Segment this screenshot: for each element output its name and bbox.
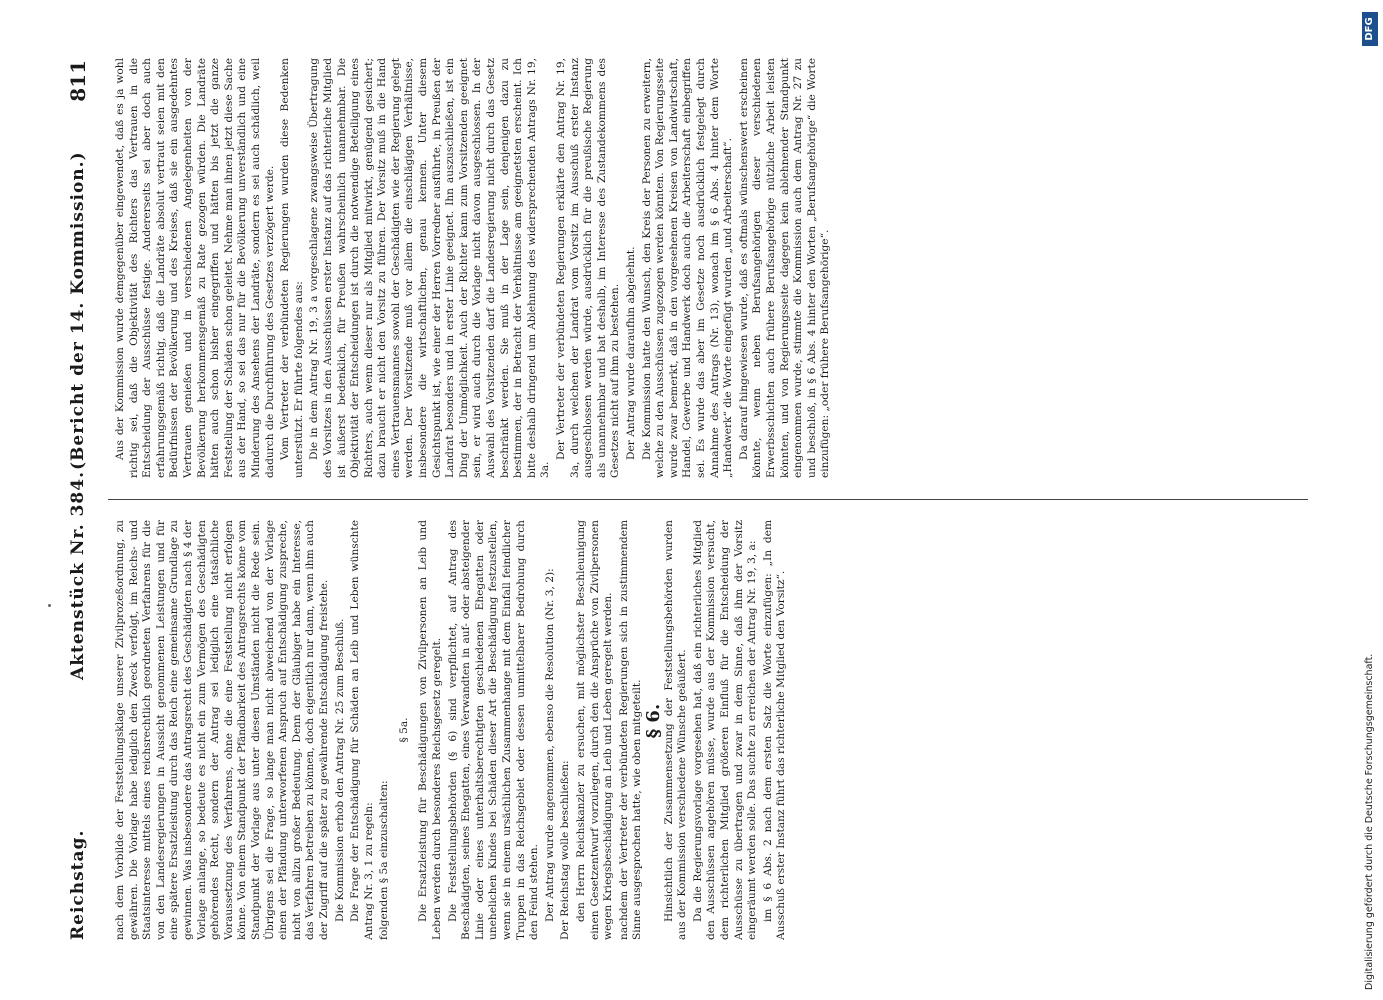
paragraph: Der Vertreter der verbündeten Regierungen erklärte den Antrag Nr. 19, 3a, durch welchen der Landrat vom Vorsitz im Ausschuß erster Instanz ausgeschlossen werden würde, ausdrücklich für die preußische Regierung als unannehmbar und bat deshalb, im Interesse des Zustandekommens des Gesetzes nicht auf ihm zu bestehen.: [555, 58, 622, 478]
page-header: [62, 60, 102, 940]
header-center: Aktenstück Nr. 384.: [68, 470, 88, 680]
paragraph: nach dem Vorbilde der Feststellungsklage unserer Zivilprozeßordnung, zu gewähren. Die Vorlage habe lediglich den Zweck verfolgt, im Reichs- und Staatsinteresse mittels eines reichsrechtlich geordneten Verfahrens für die von den Landesregierungen in Aussicht genommenen Leistungen und für eine spätere Ersatzleistung durch das Reich eine gemeinsame Grundlage zu gewinnen. Was insbesondere das Antragsrecht des Geschädigten nach § 4 der Vorlage anlange, so bedeute es nicht ein zum Vermögen des Geschädigten gehörendes Recht, sondern der Antrag sei lediglich eine tatsächliche Voraussetzung des Verfahrens, ohne die eine Feststellung nicht erfolgen könne. Von einem Standpunkt der Pfändbarkeit des Antragsrechts könne vom Standpunkt der Vorlage aus unter diesen Umständen nicht die Rede sein. Übrigens sei die Frage, so lange man nicht abweichend von der Vorlage einen der Pfändung unterworfenen Anspruch auf Entschädigung zuspreche, nicht von allzu großer Bedeutung. Denn der Gläubiger habe ein Interesse, das Verfahren betreiben zu können, doch eigentlich nur dann, wenn ihm auch der Zugriff auf die später zu gewährende Entschädigung freistehe.: [114, 520, 330, 940]
paragraph: Die Ersatzleistung für Beschädigungen von Zivilpersonen an Leib und Leben werden durch besonderes Reichsgesetz geregelt.: [417, 520, 444, 940]
paragraph: Da die Regierungsvorlage vorgesehen hat, daß ein richterliches Mitglied den Ausschüssen angehören müsse, wurde aus der Kommission versucht, dem richterlichen Mitglied größeren Einfluß für die Entscheidung der Ausschüsse zu übertragen und zwar in dem Sinne, daß ihm der Vorsitz eingeräumt werden solle. Das suchte zu erreichen der Antrag Nr. 19, 3, a:: [691, 520, 759, 940]
paragraph: den Herrn Reichskanzler zu ersuchen, mit möglichster Beschleunigung einen Gesetzentwurf vorzulegen, durch den die Ansprüche von Zivilpersonen wegen Kriegsbeschädigung an Leib und Leben geregelt werden.: [575, 520, 615, 940]
paragraph: Da darauf hingewiesen wurde, daß es oftmals wünschenswert erscheinen könnte, wenn neben Berufsangehörigen dieser verschiedenen Erwerbsschichten auch frühere Berufsangehörige nützliche Arbeit leisten könnten, und von Regierungsseite dagegen kein ablehnender Standpunkt eingenommen wurde, stimmte die Kommission auch dem Antrag Nr. 27 zu und beschloß, in § 6 Abs. 4 hinter den Worten „Berufsangehörige“ die Worte einzufügen: „oder frühere Berufsangehörige“.: [737, 58, 832, 478]
paragraph: nachdem der Vertreter der verbündeten Regierungen sich in zustimmendem Sinne ausgesprochen hatte, wie oben mitgeteilt.: [617, 520, 644, 940]
paragraph: Vom Vertreter der verbündeten Regierungen wurden diese Bedenken unterstützt. Er führte folgendes aus:: [279, 58, 305, 478]
paragraph: im § 6 Abs. 2 nach dem ersten Satz die Worte einzufügen: „In dem Ausschuß erster Instanz führt das richterliche Mitglied den Vorsitz“.: [761, 520, 788, 940]
scan-speck: [48, 604, 51, 607]
right-column: [114, 58, 1304, 478]
paragraph: Die in dem Antrag Nr. 19, 3 a vorgeschlagene zwangsweise Übertragung des Vorsitzes in den Ausschüssen erster Instanz auf das richterliche Mitglied ist äußerst bedenklich, für Preußen wahrscheinlich unannehmbar. Die Objektivität der Entscheidungen ist durch die notwendige Beteiligung eines Richters, auch wenn dieser nur als Mitglied mitwirkt, genügend gesichert; dazu braucht er nicht den Vorsitz zu führen. Der Vorsitz muß in die Hand eines Vertrauensmannes sowohl der Geschädigten wie der Regierung gelegt werden. Der Vorsitzende muß vor allem die einschlägigen Verhältnisse, insbesondere die wirtschaftlichen, genau kennen. Unter diesem Gesichtspunkt ist, wie einer der Herren Vorredner ausführte, in Preußen der Landrat besonders und in erster Linie geeignet. Ihn auszuschließen, ist ein Ding der Unmöglichkeit. Auch der Richter kann zum Vorsitzenden geeignet sein, er wird auch durch die Vorlage nicht davon ausgeschlossen. In der Auswahl des Vorsitzenden darf die Landesregierung nicht durch das Gesetz beschränkt werden. Sie muß in der Lage sein, denjenigen dazu zu bestimmen, der in Betracht der Verhältnisse am geeignetsten erscheint. Ich bitte deshalb dringend um Ablehnung des widersprechenden Antrags Nr. 19, 3a.: [308, 58, 552, 478]
paragraph: Die Frage der Entschädigung für Schäden an Leib und Leben wünschte Antrag Nr. 3, 1 zu regeln:: [349, 520, 375, 940]
header-commission: (Bericht der 14. Kommission.): [68, 151, 88, 470]
paragraph: Aus der Kommission wurde demgegenüber eingewendet, daß es ja wohl richtig sei, daß die Objektivität des Richters das Vertrauen in die Entscheidung der Ausschüsse festige. Andererseits sei aber doch auch erfahrungsgemäß richtig, daß die Landräte absolut vertraut seien mit den Bedürfnissen der Bevölkerung und des Kreises, daß sie ein ausgedehntes Vertrauen genießen und in verschiedenen Angelegenheiten von der Bevölkerung herkommensgemäß zu Rate gezogen würden. Die Landräte hätten auch schon bisher eingegriffen und hätten bis jetzt die ganze Feststellung der Schäden schon geleitet. Nehme man ihnen jetzt diese Sache aus der Hand, so sei das nur für die Bevölkerung unverständlich und eine Minderung des Ansehens der Landräte, sondern es sei auch schädlich, weil dadurch die Durchführung des Gesetzes verzögert werde.: [114, 58, 276, 478]
paragraph: Die Feststellungsbehörden (§ 6) sind verpflichtet, auf Antrag des Beschädigten, seines Ehegatten, eines Verwandten in auf- oder absteigender Linie oder eines unterhaltsberechtigten geschiedenen Ehegatten oder unehelichen Kindes bei Schäden dieser Art die Beschädigung festzustellen, wenn sie in einem ursächlichen Zusammenhange mit dem Einfall feindlicher Truppen in das Reichsgebiet oder dessen unmittelbarer Bedrohung durch den Feind stehen.: [446, 520, 541, 940]
document-page: [62, 60, 1312, 940]
paragraph: Die Kommission erhob den Antrag Nr. 25 zum Beschluß.: [333, 618, 346, 922]
page-number: 811: [66, 60, 90, 102]
digitization-strip: [1356, 0, 1380, 1000]
digitization-strip-inner: [1358, 0, 1382, 1000]
section-heading: § 5a.: [397, 717, 410, 743]
section-heading-large: § 6.: [642, 703, 664, 739]
left-column: [114, 520, 1304, 940]
paragraph: Der Antrag wurde daraufhin abgelehnt.: [624, 246, 637, 460]
paragraph: folgenden § 5a einzuschalten:: [378, 780, 391, 940]
paragraph: Der Reichstag wolle beschließen:: [559, 760, 572, 940]
digitization-notice: Digitalisierung gefördert durch die Deutsche Forschungsgemeinschaft.: [1364, 653, 1375, 990]
dfg-logo: DFG: [1362, 12, 1378, 46]
paragraph: Hinsichtlich der Zusammensetzung der Feststellungsbehörden wurden aus der Kommission verschiedene Wünsche geäußert.: [662, 520, 689, 940]
header-left: Reichstag.: [68, 829, 88, 940]
paragraph: Der Antrag wurde angenommen, ebenso die Resolution (Nr. 3, 2):: [543, 568, 556, 922]
column-divider: [108, 499, 1308, 500]
paragraph: Die Kommission hatte den Wunsch, den Kreis der Personen zu erweitern, welche zu den Ausschüssen zugezogen werden könnten. Von Regierungsseite wurde zwar bemerkt, daß in den vorgesehenen Kreisen von Landwirtschaft, Handel, Gewerbe und Handwerk doch auch die Arbeiterschaft einbegriffen sei. Es wurde das aber im Gesetze noch ausdrücklich festgelegt durch Annahme des Antrags (Nr. 13), wonach im § 6 Abs. 4 hinter dem Worte „Handwerk“ die Worte eingefügt wurden „und Arbeiterschaft“.: [640, 58, 735, 478]
